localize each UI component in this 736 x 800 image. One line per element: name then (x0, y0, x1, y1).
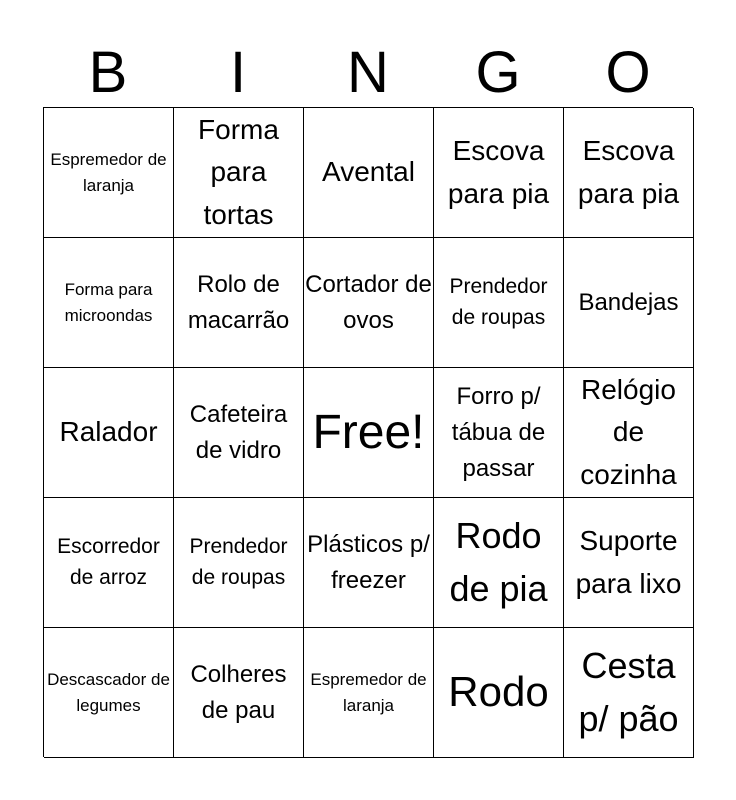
bingo-board (43, 107, 693, 757)
bingo-cell[interactable] (564, 628, 694, 758)
header-letter-i: I (229, 40, 247, 105)
cell-label: Suporte para lixo (575, 524, 682, 599)
cell-label: Espremedor de laranja (50, 150, 167, 195)
cell-label: Cortador de ovos (305, 270, 432, 334)
bingo-cell[interactable] (44, 498, 174, 628)
bingo-cell[interactable] (174, 498, 304, 628)
cell-label: Escova para pia (447, 134, 550, 209)
cell-label: Ralador (59, 416, 158, 448)
cell-label: Avental (322, 156, 415, 188)
bingo-cell[interactable] (564, 368, 694, 498)
cell-label: Rodo de pia (449, 515, 548, 609)
bingo-cell[interactable] (174, 368, 304, 498)
cell-label: Espremedor de laranja (310, 670, 427, 715)
bingo-cell[interactable] (564, 108, 694, 238)
bingo-cell[interactable] (44, 368, 174, 498)
cell-label: Forma para microondas (64, 280, 153, 325)
cell-label: Cafeteira de vidro (189, 400, 288, 464)
bingo-cell[interactable] (174, 108, 304, 238)
bingo-cell[interactable] (304, 368, 434, 498)
cell-label: Escova para pia (577, 134, 680, 209)
header-letter-n: N (347, 40, 389, 105)
bingo-cell[interactable] (304, 498, 434, 628)
bingo-cell[interactable] (434, 368, 564, 498)
cell-label: Forro p/ tábua de passar (451, 382, 546, 482)
header-letter-b: B (88, 40, 128, 105)
cell-label: Colheres de pau (190, 660, 287, 724)
bingo-cell[interactable] (304, 238, 434, 368)
cell-label: Prendedor de roupas (449, 275, 548, 329)
bingo-cell[interactable] (564, 498, 694, 628)
bingo-cell[interactable] (174, 628, 304, 758)
bingo-cell[interactable] (44, 628, 174, 758)
header-letter-g: G (475, 40, 521, 105)
header-letter-o: O (605, 40, 651, 105)
bingo-cell[interactable] (434, 628, 564, 758)
cell-label: Relógio de cozinha (580, 373, 677, 490)
bingo-cell[interactable] (564, 238, 694, 368)
cell-label: Forma para tortas (198, 113, 279, 230)
bingo-cell[interactable] (44, 238, 174, 368)
cell-label: Cesta p/ pão (578, 645, 679, 739)
free-space-label: Free! (312, 405, 425, 459)
bingo-cell[interactable] (174, 238, 304, 368)
bingo-header (43, 40, 693, 106)
cell-label: Descascador de legumes (47, 670, 170, 715)
bingo-cell[interactable] (44, 108, 174, 238)
bingo-cell[interactable] (304, 628, 434, 758)
cell-label: Prendedor de roupas (189, 535, 288, 589)
cell-label: Bandejas (578, 288, 679, 316)
cell-label: Plásticos p/ freezer (307, 530, 430, 594)
bingo-cell[interactable] (434, 108, 564, 238)
bingo-cell[interactable] (434, 498, 564, 628)
bingo-cell[interactable] (434, 238, 564, 368)
cell-label: Rodo (448, 668, 549, 716)
cell-label: Rolo de macarrão (187, 270, 290, 334)
bingo-cell[interactable] (304, 108, 434, 238)
cell-label: Escorredor de arroz (57, 535, 160, 589)
